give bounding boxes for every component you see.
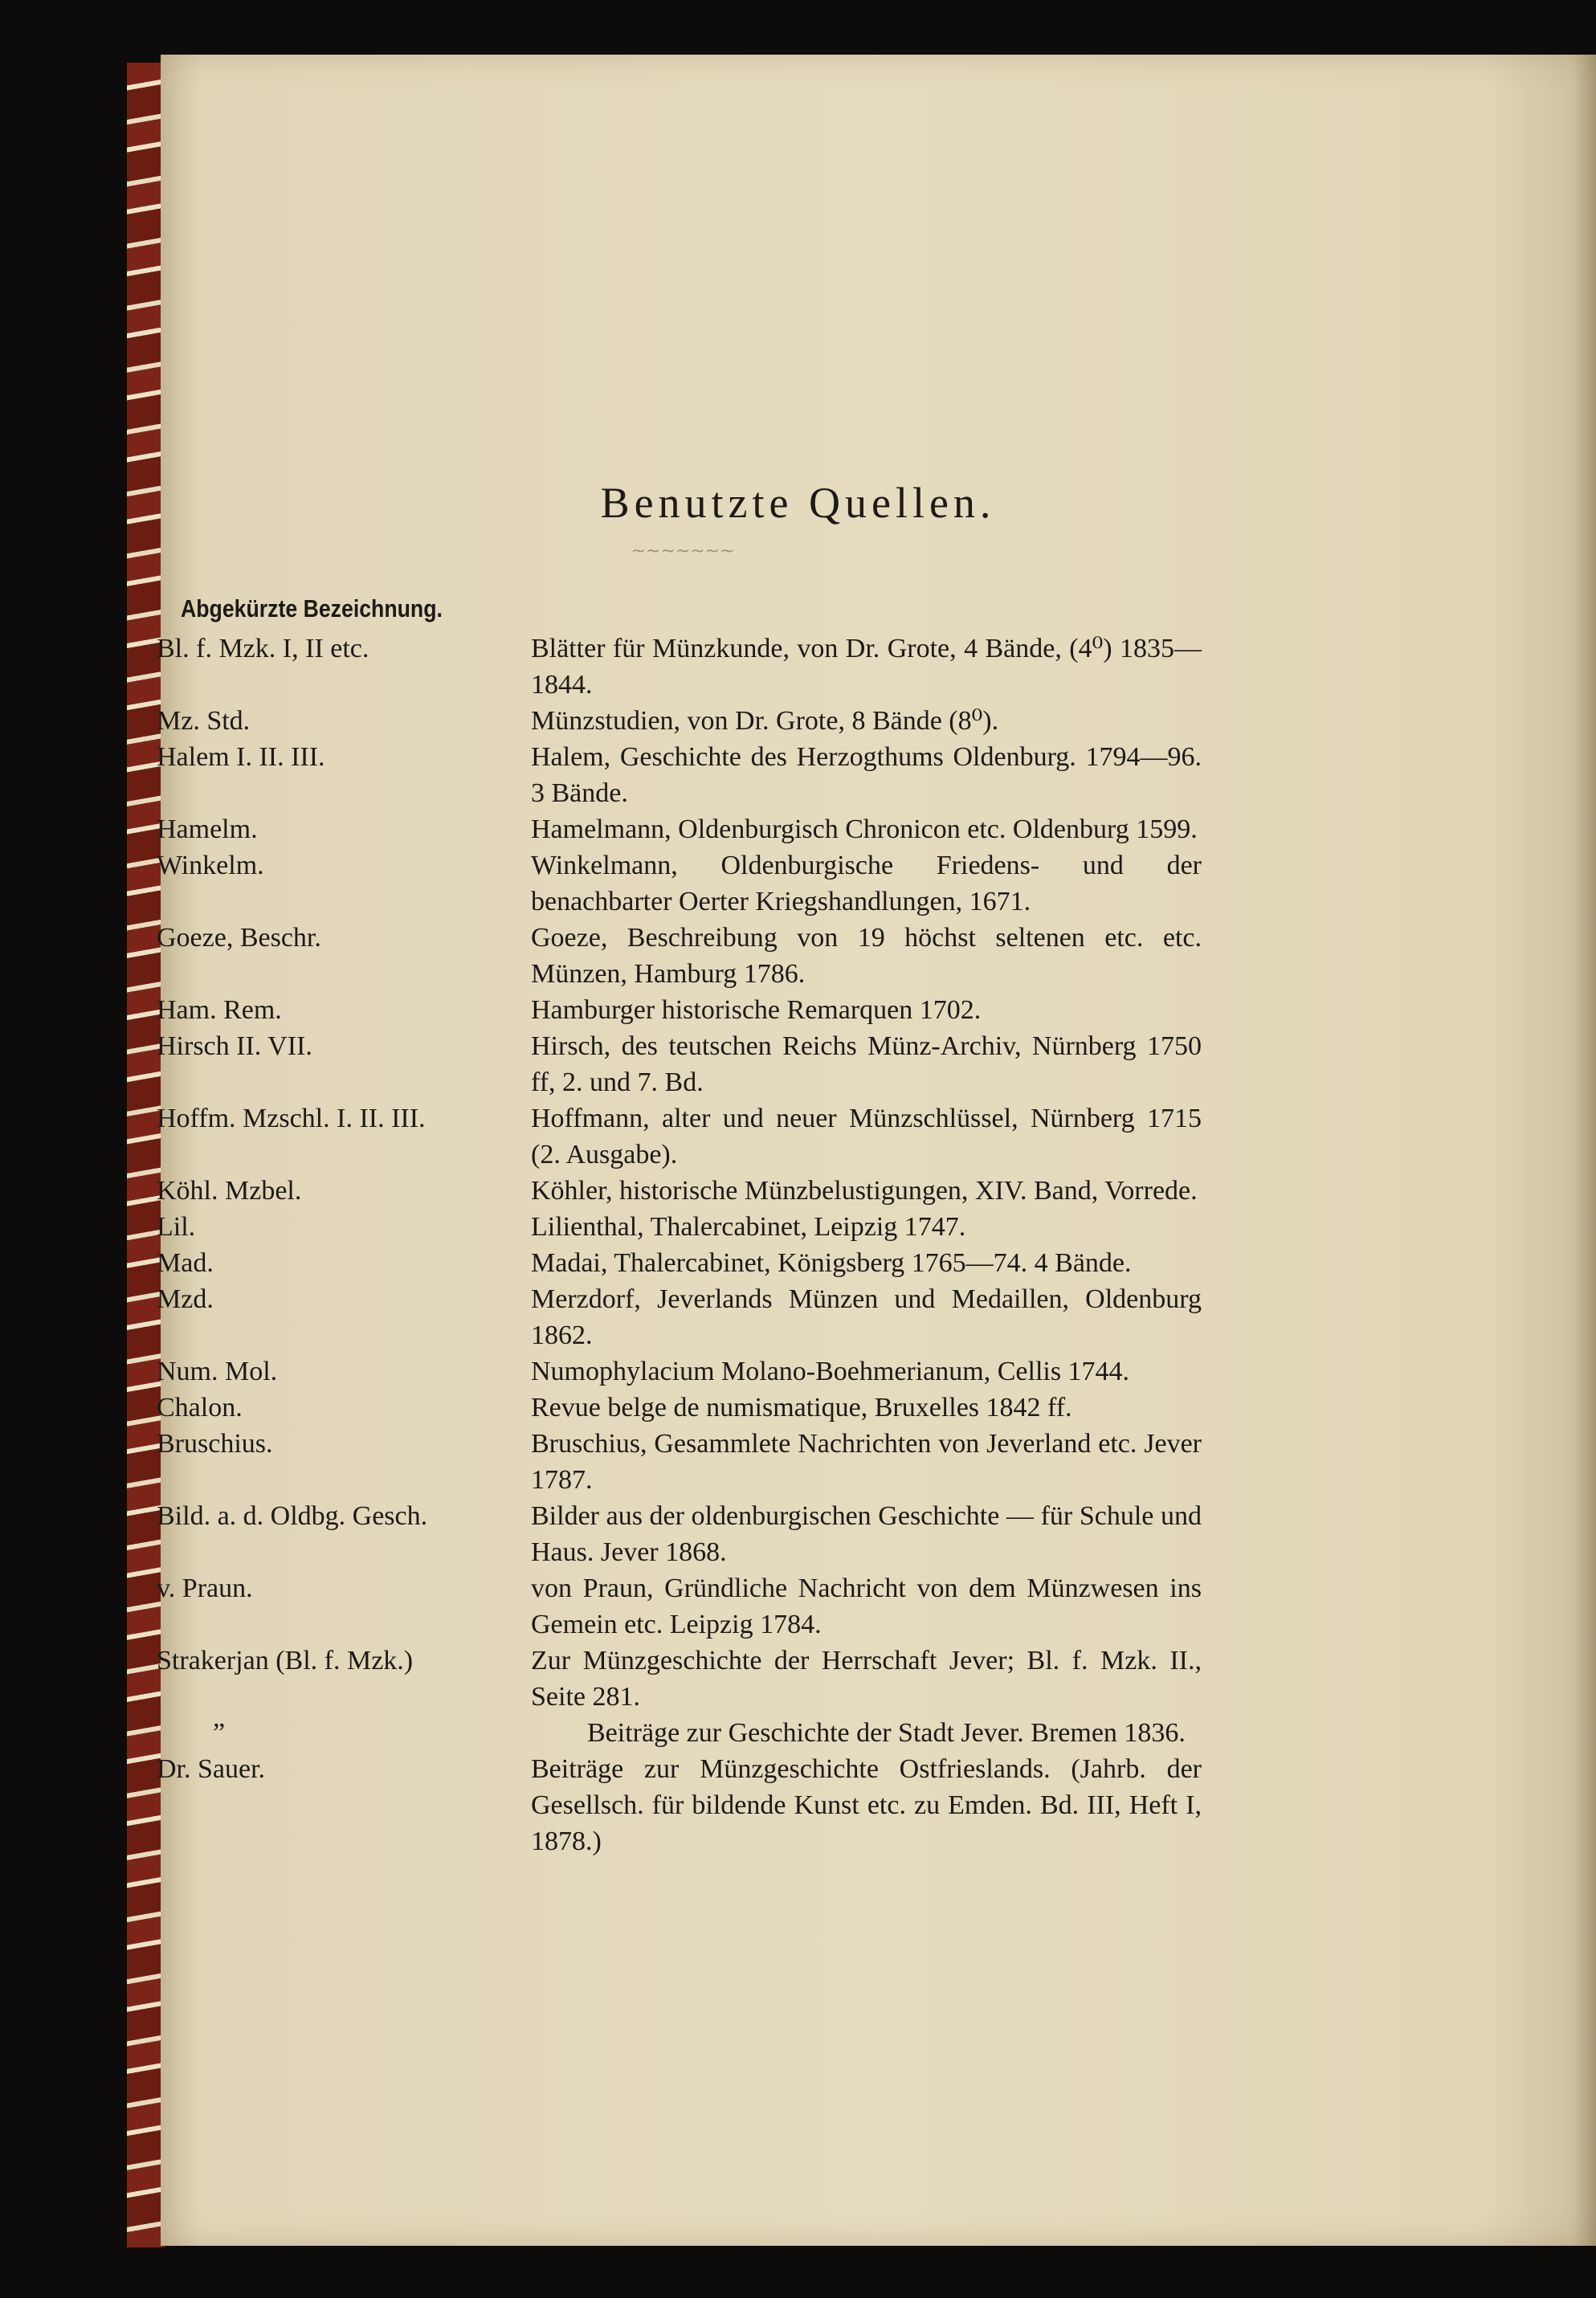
abbreviation-column-header: Abgekürzte Bezeichnung.: [181, 594, 443, 622]
source-description: Revue belge de numismatique, Bruxelles 1842 ff.: [531, 1393, 1072, 1422]
source-entry: [157, 631, 1369, 703]
source-entry: [157, 1209, 1369, 1245]
source-entry: [157, 1173, 1369, 1209]
source-abbreviation: v. Praun.: [157, 1573, 253, 1603]
source-description: Hamelmann, Oldenburgisch Chronicon etc. Oldenburg 1599.: [531, 814, 1198, 844]
source-entry: [157, 1715, 1369, 1751]
source-description: Hamburger historische Remarquen 1702.: [531, 995, 982, 1025]
source-abbreviation: Mzd.: [157, 1284, 214, 1314]
page-edge-shadow: [1574, 55, 1596, 2246]
source-entry: [157, 847, 1369, 920]
source-entry: [157, 992, 1369, 1028]
source-abbreviation: Num. Mol.: [157, 1357, 278, 1386]
source-abbreviation: Köhl. Mzbel.: [157, 1176, 302, 1206]
source-entry: [157, 739, 1369, 811]
source-abbreviation: Mz. Std.: [157, 706, 251, 736]
source-list: [157, 631, 1369, 1859]
source-entry: [157, 1570, 1369, 1643]
source-entry: [157, 1353, 1369, 1390]
source-description: Merzdorf, Jeverlands Münzen und Medaillen, Oldenburg 1862.: [531, 1284, 1202, 1350]
source-description: Blätter für Münzkunde, von Dr. Grote, 4 Bände, (4⁰) 1835—1844.: [531, 634, 1202, 700]
source-description: Hoffmann, alter und neuer Münzschlüssel, Nürnberg 1715 (2. Ausgabe).: [531, 1104, 1202, 1169]
source-entry: [157, 1498, 1369, 1570]
source-entry: [157, 1028, 1369, 1100]
source-entry: [157, 1643, 1369, 1715]
source-entry: [157, 1245, 1369, 1281]
source-description: Zur Münzgeschichte der Herrschaft Jever; Bl. f. Mzk. II., Seite 281.: [531, 1646, 1202, 1712]
source-description: Numophylacium Molano-Boehmerianum, Cellis 1744.: [531, 1357, 1130, 1386]
source-abbreviation: Hoffm. Mzschl. I. II. III.: [157, 1104, 426, 1133]
source-description: Madai, Thalercabinet, Königsberg 1765—74. 4 Bände.: [531, 1248, 1132, 1278]
source-description: Winkelmann, Oldenburgische Friedens- und der benachbarter Oerter Kriegshandlungen, 1671.: [531, 851, 1202, 916]
source-entry: [157, 1426, 1369, 1498]
source-description: Münzstudien, von Dr. Grote, 8 Bände (8⁰).: [531, 706, 999, 736]
source-abbreviation: Hirsch II. VII.: [157, 1031, 312, 1061]
source-entry: [157, 703, 1369, 739]
source-abbreviation: Halem I. II. III.: [157, 742, 325, 772]
source-description: Bruschius, Gesammlete Nachrichten von Jeverland etc. Jever 1787.: [531, 1429, 1202, 1495]
source-description: Beiträge zur Münzgeschichte Ostfrieslands. (Jahrb. der Gesellsch. für bildende Kunst etc. zu Emden. Bd. III, Heft I, 1878.): [531, 1754, 1202, 1856]
source-entry: [157, 1390, 1369, 1426]
source-abbreviation: Hamelm.: [157, 814, 258, 844]
source-description: von Praun, Gründliche Nachricht von dem Münzwesen ins Gemein etc. Leipzig 1784.: [531, 1573, 1202, 1639]
source-abbreviation: Lil.: [157, 1212, 196, 1242]
source-entry: [157, 811, 1369, 847]
ditto-mark: ”: [213, 1718, 226, 1748]
source-description: Bilder aus der oldenburgischen Geschichte — für Schule und Haus. Jever 1868.: [531, 1501, 1202, 1567]
source-abbreviation: Mad.: [157, 1248, 214, 1278]
source-abbreviation: Ham. Rem.: [157, 995, 282, 1025]
source-entry: [157, 920, 1369, 992]
title-ornament: ~~~~~~~: [631, 541, 735, 561]
source-abbreviation: Strakerjan (Bl. f. Mzk.): [157, 1646, 414, 1676]
source-description: Goeze, Beschreibung von 19 höchst seltenen etc. etc. Münzen, Hamburg 1786.: [531, 923, 1202, 989]
source-abbreviation: Goeze, Beschr.: [157, 923, 321, 953]
source-abbreviation: Bild. a. d. Oldbg. Gesch.: [157, 1501, 428, 1531]
source-description: Halem, Geschichte des Herzogthums Oldenburg. 1794—96. 3 Bände.: [531, 742, 1202, 808]
source-description: Hirsch, des teutschen Reichs Münz-Archiv, Nürnberg 1750 ff, 2. und 7. Bd.: [531, 1031, 1202, 1097]
source-description: Beiträge zur Geschichte der Stadt Jever. Bremen 1836.: [587, 1718, 1186, 1748]
source-abbreviation: Chalon.: [157, 1393, 243, 1422]
source-abbreviation: Dr. Sauer.: [157, 1754, 266, 1784]
source-entry: [157, 1751, 1369, 1859]
source-entry: [157, 1281, 1369, 1353]
source-description: Köhler, historische Münzbelustigungen, XIV. Band, Vorrede.: [531, 1176, 1198, 1206]
source-entry: [157, 1100, 1369, 1173]
source-description: Lilienthal, Thalercabinet, Leipzig 1747.: [531, 1212, 966, 1242]
source-abbreviation: Bl. f. Mzk. I, II etc.: [157, 634, 369, 663]
source-abbreviation: Bruschius.: [157, 1429, 273, 1459]
page-title: Benutzte Quellen.: [600, 479, 996, 527]
source-abbreviation: Winkelm.: [157, 851, 264, 880]
